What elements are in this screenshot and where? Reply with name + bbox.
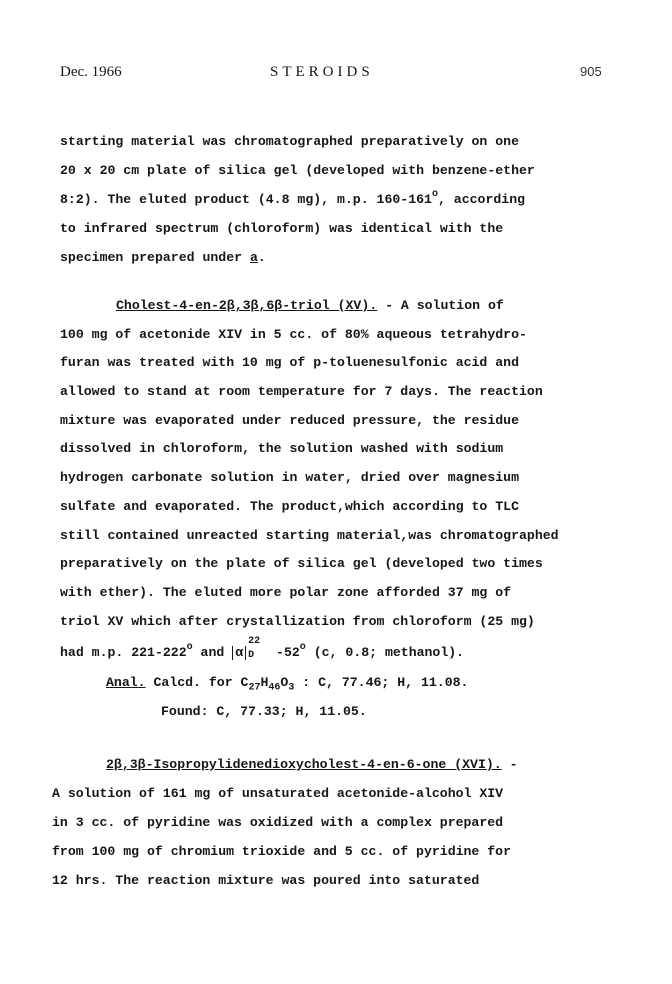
text-line: mixture was evaporated under reduced pressure, the residue <box>60 413 519 428</box>
degree-sign: o <box>431 188 438 200</box>
text-line: 20 x 20 cm plate of silica gel (developed with benzene-ether <box>60 163 535 178</box>
header-date: Dec. 1966 <box>60 64 122 80</box>
text-line: dissolved in chloroform, the solution washed with sodium <box>60 441 504 456</box>
text-line: A solution of 161 mg of unsaturated acetonide-alcohol XIV <box>52 786 504 801</box>
text-line: hydrogen carbonate solution in water, dried over magnesium <box>60 470 519 485</box>
text-line: 12 hrs. The reaction mixture was poured into saturated <box>52 873 480 888</box>
text-line: 8:2). The eluted product (4.8 mg), m.p. 160-161$^o$, according <box>60 188 526 207</box>
text-line: 100 mg of acetonide XIV in 5 cc. of 80% aqueous tetrahydro- <box>60 327 527 342</box>
section-heading: 2β,3β-Isopropylidenedioxycholest-4-en-6-one (XVI). - <box>106 757 518 772</box>
optical-rotation-symbol: α <box>232 646 246 660</box>
analysis-found: Found: C, 77.33; H, 11.05. <box>161 704 367 719</box>
text-line: sulfate and evaporated. The product,which according to TLC <box>60 499 519 514</box>
analysis-calcd: Anal. Calcd. for $C_{27}H_{46}O_3$ : C, 77.46; H, 11.08. <box>106 675 469 694</box>
text-line: preparatively on the plate of silica gel (developed two times <box>60 556 543 571</box>
text-line: furan was treated with 10 mg of p-toluenesulfonic acid and <box>60 355 519 370</box>
text-line: specimen prepared under a. <box>60 250 266 265</box>
journal-title: STEROIDS <box>270 64 374 80</box>
text-line: in 3 cc. of pyridine was oxidized with a complex prepared <box>52 815 504 830</box>
text-line: had m.p. 221-222$^o$ and α 22 D -52$^o$ (c, 0.8; methanol). <box>60 636 465 661</box>
text-line: triol XV which after crystallization from chloroform (25 mg) <box>60 614 535 629</box>
text-line: starting material was chromatographed preparatively on one <box>60 134 519 149</box>
section-heading: Cholest-4-en-2β,3β,6β-triol (XV). - A solution of <box>116 298 504 313</box>
text-line: to infrared spectrum (chloroform) was identical with the <box>60 221 504 236</box>
text-line: with ether). The eluted more polar zone afforded 37 mg of <box>60 585 512 600</box>
text-line: still contained unreacted starting material,was chromatographed <box>60 528 559 543</box>
text-line: from 100 mg of chromium trioxide and 5 cc. of pyridine for <box>52 844 511 859</box>
text-line: allowed to stand at room temperature for 7 days. The reaction <box>60 384 543 399</box>
page-number: 905 <box>580 64 602 79</box>
